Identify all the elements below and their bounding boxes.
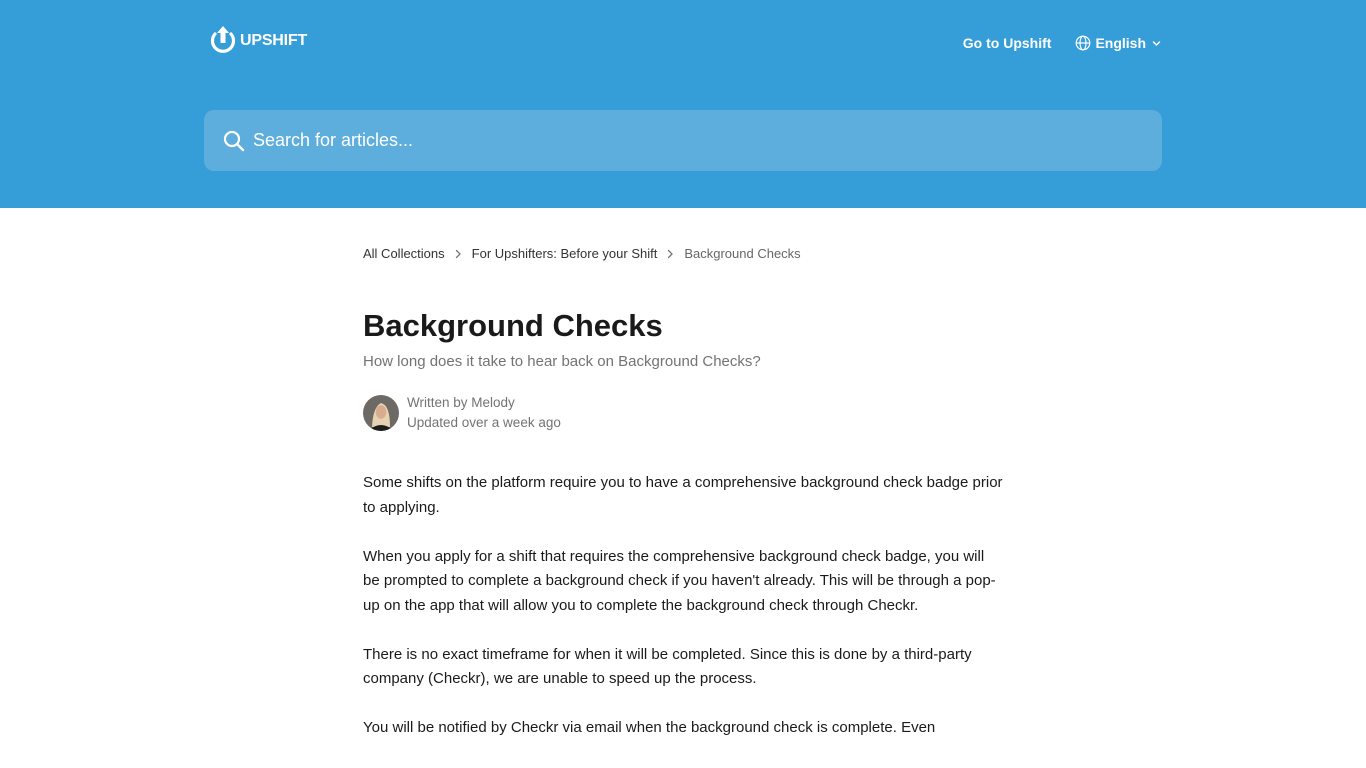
paragraph: There is no exact timeframe for when it will be completed. Since this is done by a third-party company (Checkr), we are unable to speed up the process. <box>363 645 972 687</box>
go-to-upshift-link[interactable]: Go to Upshift <box>962 35 1052 51</box>
breadcrumb <box>363 246 801 261</box>
chevron-right-icon <box>455 249 462 259</box>
chevron-down-icon <box>1152 39 1161 48</box>
header-nav <box>963 33 1161 53</box>
search-input[interactable] <box>253 110 1162 171</box>
logo-text: UPSHIFT <box>240 32 308 49</box>
chevron-right-icon <box>667 249 674 259</box>
paragraph: You will be notified by Checkr via email when the background check is complete. Even <box>363 719 936 736</box>
language-selector[interactable] <box>1075 35 1161 51</box>
breadcrumb-current: Background Checks <box>684 246 801 261</box>
paragraph: Some shifts on the platform require you to have a comprehensive background check badge prior to applying. <box>363 474 1003 516</box>
breadcrumb-all-collections[interactable]: All Collections <box>363 246 445 261</box>
search-bar[interactable] <box>204 110 1162 171</box>
upshift-logo-icon <box>208 25 238 57</box>
author-name: Written by Melody <box>407 395 515 410</box>
paragraph: When you apply for a shift that requires the comprehensive background check badge, you will be prompted to complete a background check if you haven't already. This will be through a pop-up on the app that will allow you to complete the background check through Checkr. <box>363 547 996 614</box>
author-info <box>363 393 561 433</box>
article-body <box>363 471 1003 765</box>
site-header <box>0 0 1366 208</box>
article-title: Background Checks <box>363 308 663 343</box>
language-label: English <box>1095 35 1146 51</box>
search-icon <box>223 130 245 152</box>
updated-time: Updated over a week ago <box>407 415 561 430</box>
breadcrumb-before-your-shift[interactable]: For Upshifters: Before your Shift <box>471 246 658 261</box>
globe-icon <box>1075 35 1091 51</box>
avatar <box>363 395 399 431</box>
article-subtitle: How long does it take to hear back on Background Checks? <box>363 353 761 370</box>
upshift-logo[interactable] <box>208 24 307 58</box>
